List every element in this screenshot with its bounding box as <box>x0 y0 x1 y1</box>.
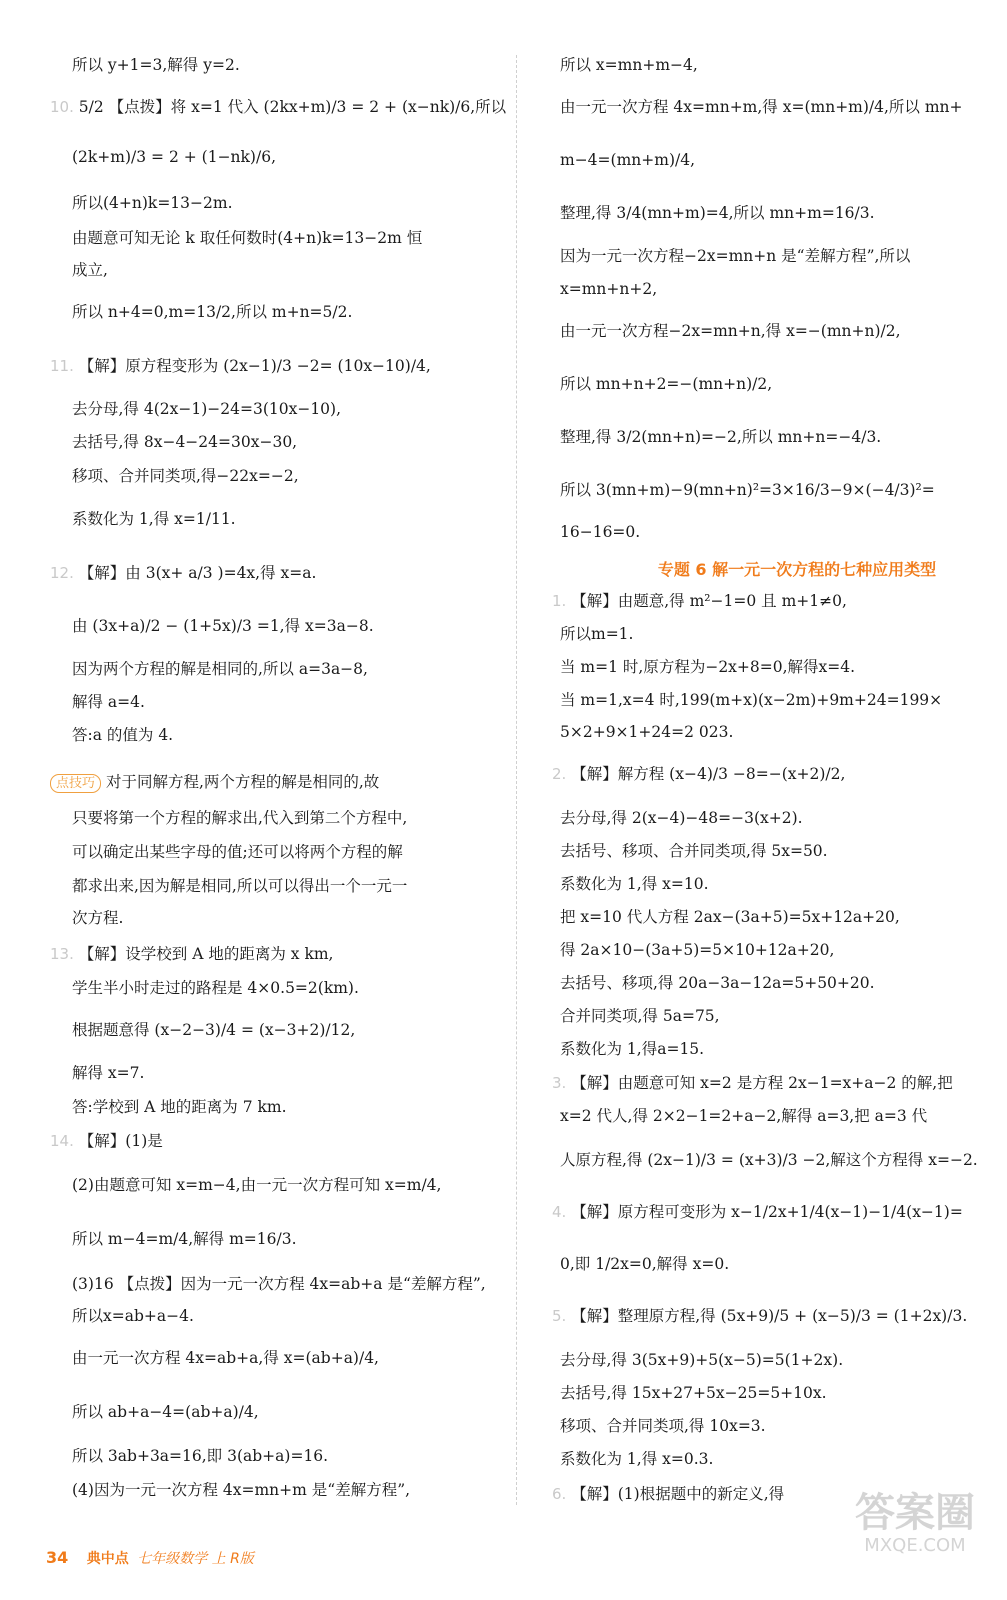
line-text: 整理,得 3/4(mn+m)=4,所以 mn+m=16/3. <box>560 204 875 222</box>
line-text: 系数化为 1,得 x=10. <box>560 875 709 893</box>
text-line <box>50 725 500 745</box>
line-text: 由一元一次方程 4x=mn+m,得 x=(mn+m)/4,所以 mn+ <box>560 98 963 116</box>
text-line <box>552 940 1002 960</box>
text-line <box>50 356 500 376</box>
line-text: 所以 3(mn+m)−9(mn+n)²=3×16/3−9×(−4/3)²= <box>560 481 935 499</box>
line-text: 对于同解方程,两个方程的解是相同的,故 <box>105 773 380 791</box>
text-line <box>50 908 500 928</box>
column-divider <box>516 55 517 1505</box>
line-text: 可以确定出某些字母的值;还可以将两个方程的解 <box>72 843 403 861</box>
line-text: (3)16 【点拨】因为一元一次方程 4x=ab+a 是“差解方程”, <box>72 1275 486 1293</box>
text-line <box>552 1006 1002 1026</box>
text-line <box>552 97 1002 117</box>
text-line <box>552 657 1002 677</box>
line-text: 把 x=10 代人方程 2ax−(3a+5)=5x+12a+20, <box>560 908 900 926</box>
line-text: 去括号、移项、合并同类项,得 5x=50. <box>560 842 828 860</box>
question-number: 4. <box>552 1203 567 1221</box>
text-line <box>552 150 1002 170</box>
line-text: 16−16=0. <box>560 523 641 541</box>
page-footer <box>46 1548 254 1568</box>
text-line <box>50 432 500 452</box>
text-line <box>552 624 1002 644</box>
line-text: 解得 a=4. <box>72 693 145 711</box>
text-line <box>552 1202 1002 1222</box>
line-text: 整理,得 3/2(mn+n)=−2,所以 mn+n=−4/3. <box>560 428 882 446</box>
text-line <box>552 1039 1002 1059</box>
line-text: 根据题意得 (x−2−3)/4 = (x−3+2)/12, <box>72 1021 356 1039</box>
text-line <box>50 466 500 486</box>
text-line <box>50 842 500 862</box>
text-line <box>552 203 1002 223</box>
line-text: 0,即 1/2x=0,解得 x=0. <box>560 1255 730 1273</box>
line-text: 移项、合并同类项,得−22x=−2, <box>72 467 299 485</box>
text-line <box>552 246 1002 266</box>
text-line <box>50 1306 500 1326</box>
text-line <box>50 1175 500 1195</box>
text-line <box>50 1063 500 1083</box>
text-line <box>552 374 1002 394</box>
line-text: 5/2 【点拨】将 x=1 代入 (2kx+m)/3 = 2 + (x−nk)/6,所以 <box>78 98 507 116</box>
text-line <box>50 193 500 213</box>
line-text: 所以x=ab+a−4. <box>72 1307 194 1325</box>
text-line <box>50 808 500 828</box>
line-text: 【解】由题意可知 x=2 是方程 2x−1=x+a−2 的解,把 <box>571 1074 953 1092</box>
text-line <box>50 55 500 75</box>
book-logo: 典中点 <box>86 1551 129 1567</box>
text-line <box>552 279 1002 299</box>
line-text: 所以 3ab+3a=16,即 3(ab+a)=16. <box>72 1447 329 1465</box>
text-line <box>50 616 500 636</box>
line-text: 因为两个方程的解是相同的,所以 a=3a−8, <box>72 660 368 678</box>
line-text: 【解】(1)根据题中的新定义,得 <box>571 1485 785 1503</box>
line-text: 去括号,得 8x−4−24=30x−30, <box>72 433 298 451</box>
tip-badge: 点技巧 <box>50 774 101 793</box>
text-line <box>552 1350 1002 1370</box>
line-text: 所以m=1. <box>560 625 634 643</box>
line-text: 得 2a×10−(3a+5)=5×10+12a+20, <box>560 941 835 959</box>
line-text: 所以 x=mn+m−4, <box>560 56 698 74</box>
line-text: 所以 y+1=3,解得 y=2. <box>72 56 240 74</box>
text-line <box>552 1383 1002 1403</box>
text-line <box>552 973 1002 993</box>
section-title: 专题 6 解一元一次方程的七种应用类型 <box>657 560 937 579</box>
line-text: 所以(4+n)k=13−2m. <box>72 194 233 212</box>
line-text: 去括号,得 15x+27+5x−25=5+10x. <box>560 1384 827 1402</box>
line-text: 【解】整理原方程,得 (5x+9)/5 + (x−5)/3 = (1+2x)/3. <box>571 1307 968 1325</box>
line-text: 由 (3x+a)/2 − (1+5x)/3 =1,得 x=3a−8. <box>72 617 374 635</box>
text-line <box>552 1254 1002 1274</box>
text-line <box>552 722 1002 742</box>
text-line <box>552 764 1002 784</box>
line-text: 去分母,得 4(2x−1)−24=3(10x−10), <box>72 400 342 418</box>
line-text: 【解】原方程变形为 (2x−1)/3 −2= (10x−10)/4, <box>78 357 431 375</box>
text-line <box>50 1097 500 1117</box>
text-line <box>552 1073 1002 1093</box>
line-text: 系数化为 1,得a=15. <box>560 1040 705 1058</box>
text-line <box>50 1131 500 1151</box>
text-line <box>552 1306 1002 1326</box>
text-line <box>552 1416 1002 1436</box>
line-text: 【解】(1)是 <box>78 1132 163 1150</box>
question-number: 12. <box>50 564 74 582</box>
line-text: 答:a 的值为 4. <box>72 726 174 744</box>
text-line <box>50 1020 500 1040</box>
line-text: 由一元一次方程−2x=mn+n,得 x=−(mn+n)/2, <box>560 322 901 340</box>
question-number: 2. <box>552 765 567 783</box>
line-text: 解得 x=7. <box>72 1064 145 1082</box>
text-line <box>50 944 500 964</box>
line-text: 去括号、移项,得 20a−3a−12a=5+50+20. <box>560 974 875 992</box>
text-line <box>552 841 1002 861</box>
line-text: 所以 ab+a−4=(ab+a)/4, <box>72 1403 259 1421</box>
line-text: 系数化为 1,得 x=1/11. <box>72 510 236 528</box>
text-line <box>50 1446 500 1466</box>
text-line <box>552 690 1002 710</box>
text-line <box>50 978 500 998</box>
line-text: 学生半小时走过的路程是 4×0.5=2(km). <box>72 979 359 997</box>
text-line <box>552 808 1002 828</box>
line-text: 人原方程,得 (2x−1)/3 = (x+3)/3 −2,解这个方程得 x=−2. <box>560 1151 978 1169</box>
line-text: 去分母,得 3(5x+9)+5(x−5)=5(1+2x). <box>560 1351 844 1369</box>
line-text: 所以 n+4=0,m=13/2,所以 m+n=5/2. <box>72 303 353 321</box>
line-text: x=2 代人,得 2×2−1=2+a−2,解得 a=3,把 a=3 代 <box>560 1107 928 1125</box>
line-text: 【解】由 3(x+ a/3 )=4x,得 x=a. <box>78 564 317 582</box>
text-line <box>552 1449 1002 1469</box>
text-line <box>552 874 1002 894</box>
question-number: 11. <box>50 357 74 375</box>
line-text: 成立, <box>72 261 108 279</box>
text-line <box>50 1274 500 1294</box>
text-line <box>50 260 500 280</box>
line-text: (4)因为一元一次方程 4x=mn+m 是“差解方程”, <box>72 1481 411 1499</box>
text-line <box>50 228 500 248</box>
question-number: 13. <box>50 945 74 963</box>
line-text: (2k+m)/3 = 2 + (1−nk)/6, <box>72 148 276 166</box>
text-line <box>50 399 500 419</box>
text-line <box>50 302 500 322</box>
question-number: 1. <box>552 592 567 610</box>
text-line <box>50 1348 500 1368</box>
line-text: 答:学校到 A 地的距离为 7 km. <box>72 1098 287 1116</box>
text-line <box>552 480 1002 500</box>
text-line <box>50 509 500 529</box>
text-line <box>50 1480 500 1500</box>
line-text: m−4=(mn+m)/4, <box>560 151 696 169</box>
question-number: 14. <box>50 1132 74 1150</box>
line-text: 【解】解方程 (x−4)/3 −8=−(x+2)/2, <box>571 765 846 783</box>
watermark-url: MXQE.COM <box>864 1535 966 1556</box>
line-text: 由题意可知无论 k 取任何数时(4+n)k=13−2m 恒 <box>72 229 423 247</box>
text-line <box>552 55 1002 75</box>
text-line <box>50 659 500 679</box>
text-line <box>552 321 1002 341</box>
line-text: 系数化为 1,得 x=0.3. <box>560 1450 714 1468</box>
text-line <box>552 591 1002 611</box>
line-text: 去分母,得 2(x−4)−48=−3(x+2). <box>560 809 803 827</box>
text-line <box>552 427 1002 447</box>
text-line <box>50 772 500 793</box>
line-text: 5×2+9×1+24=2 023. <box>560 723 734 741</box>
text-line <box>552 522 1002 542</box>
line-text: 所以 mn+n+2=−(mn+n)/2, <box>560 375 773 393</box>
line-text: 【解】原方程可变形为 x−1/2x+1/4(x−1)−1/4(x−1)= <box>571 1203 963 1221</box>
question-number: 5. <box>552 1307 567 1325</box>
line-text: 当 m=1 时,原方程为−2x+8=0,解得x=4. <box>560 658 856 676</box>
question-number: 10. <box>50 98 74 116</box>
text-line <box>50 1402 500 1422</box>
text-line <box>50 1229 500 1249</box>
edition-label: 七年级数学 上 R版 <box>137 1551 254 1567</box>
text-line <box>552 907 1002 927</box>
text-line <box>50 692 500 712</box>
line-text: 【解】由题意,得 m²−1=0 且 m+1≠0, <box>571 592 847 610</box>
text-line <box>50 97 507 117</box>
watermark <box>855 1490 975 1556</box>
question-number: 6. <box>552 1485 567 1503</box>
line-text: 次方程. <box>72 909 124 927</box>
page-number: 34 <box>46 1548 69 1567</box>
line-text: 只要将第一个方程的解求出,代入到第二个方程中, <box>72 809 408 827</box>
line-text: 因为一元一次方程−2x=mn+n 是“差解方程”,所以 <box>560 247 911 265</box>
text-line <box>50 147 500 167</box>
line-text: x=mn+n+2, <box>560 280 658 298</box>
watermark-logo: 答案圈 <box>855 1490 975 1536</box>
line-text: 移项、合并同类项,得 10x=3. <box>560 1417 766 1435</box>
line-text: 所以 m−4=m/4,解得 m=16/3. <box>72 1230 297 1248</box>
line-text: 合并同类项,得 5a=75, <box>560 1007 720 1025</box>
text-line <box>552 1106 1002 1126</box>
text-line <box>552 1150 1002 1170</box>
line-text: 由一元一次方程 4x=ab+a,得 x=(ab+a)/4, <box>72 1349 379 1367</box>
line-text: 当 m=1,x=4 时,199(m+x)(x−2m)+9m+24=199× <box>560 691 943 709</box>
line-text: 都求出来,因为解是相同,所以可以得出一个一元一 <box>72 877 408 895</box>
line-text: (2)由题意可知 x=m−4,由一元一次方程可知 x=m/4, <box>72 1176 442 1194</box>
line-text: 【解】设学校到 A 地的距离为 x km, <box>78 945 334 963</box>
question-number: 3. <box>552 1074 567 1092</box>
text-line <box>50 876 500 896</box>
text-line <box>50 563 500 583</box>
